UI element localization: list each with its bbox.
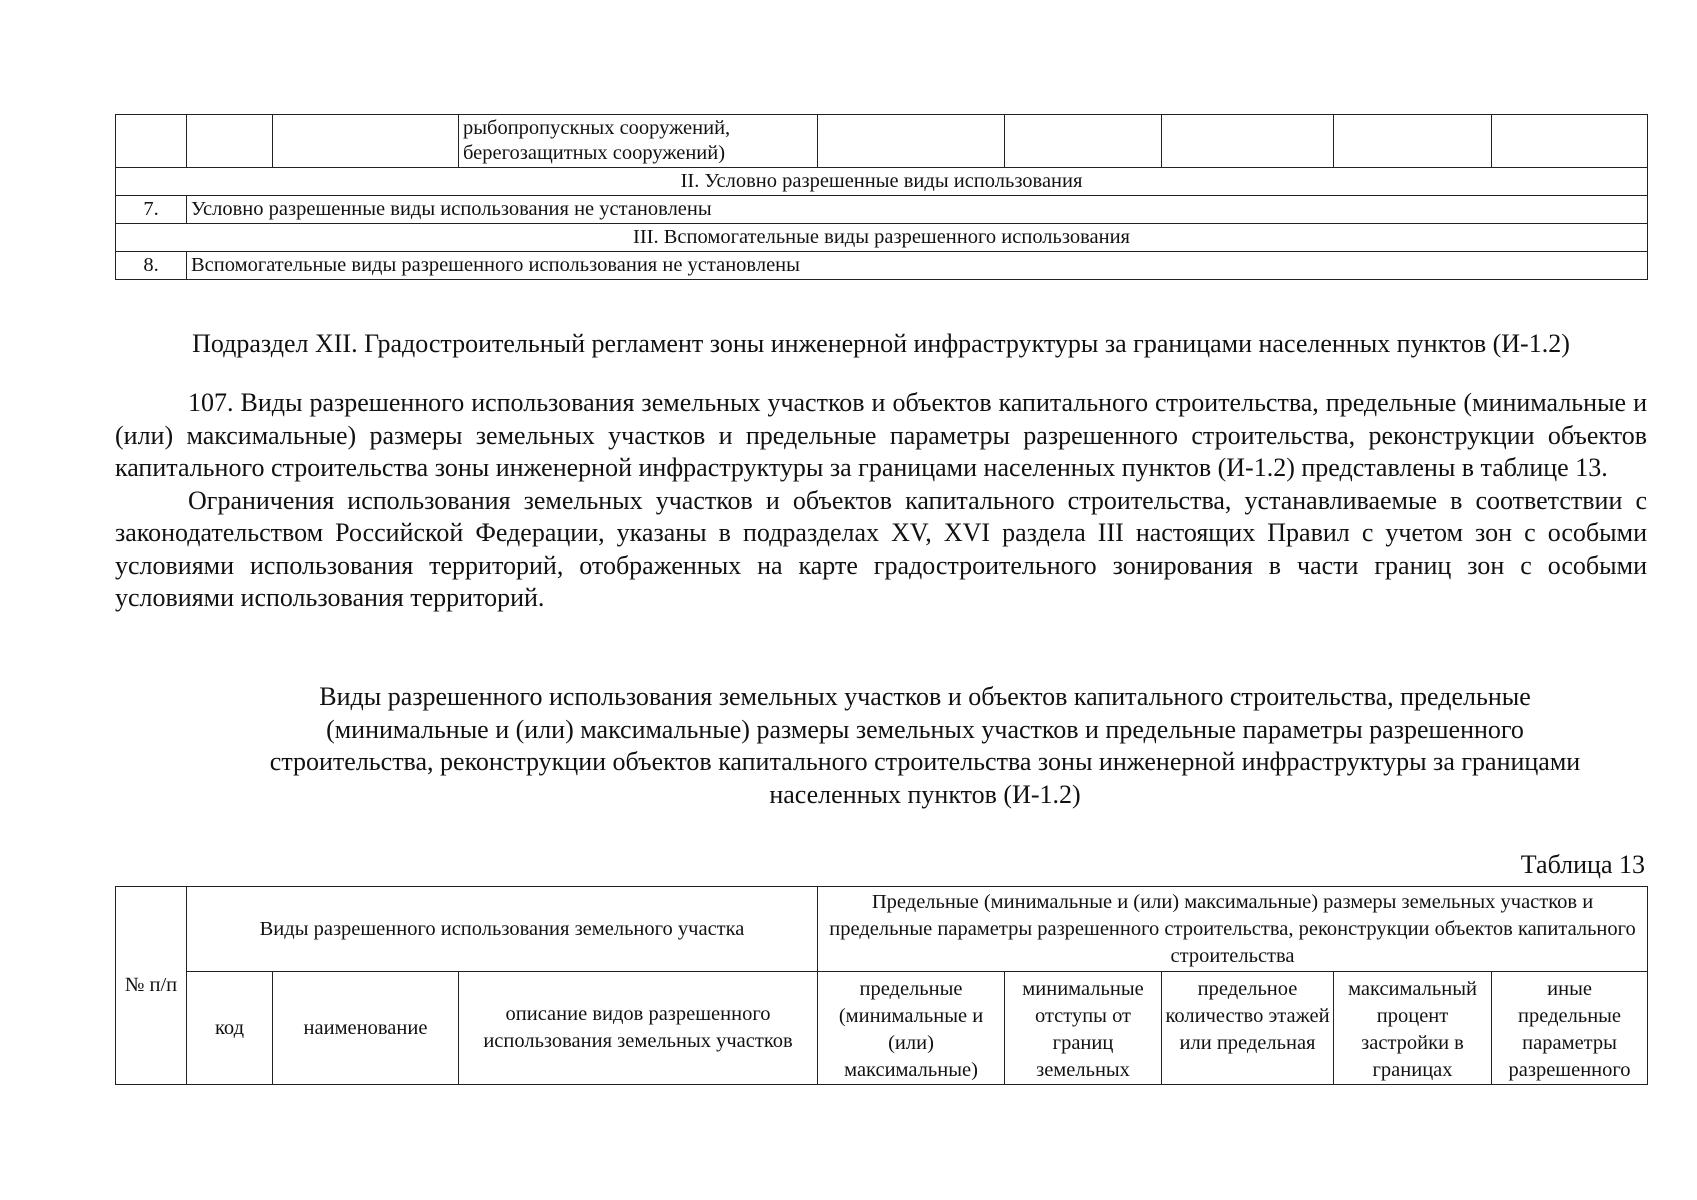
subsection-title: Подраздел XII. Градостроительный регламент зоны инженерной инфраструктуры за границами населенных пунктов (И-1.2) xyxy=(192,329,1570,358)
section-heading-row: III. Вспомогательные виды разрешенного использования xyxy=(116,224,1648,252)
table-cell xyxy=(459,115,818,168)
table-cell xyxy=(818,115,1005,168)
table-cell xyxy=(116,115,187,168)
caption-line: строительства, реконструкции объектов капитального строительства зоны инженерной инфраструктуры за границами xyxy=(269,747,1581,776)
column-header-coverage: максимальный процент застройки в границах xyxy=(1334,972,1492,1085)
table-row xyxy=(116,196,1648,224)
column-header-floors: предельное количество этажей или предельная xyxy=(1162,972,1334,1085)
column-header-sizes: предельные (минимальные и (или) максимальные) xyxy=(818,972,1005,1085)
column-header-num: № п/п xyxy=(116,887,187,1085)
table-row xyxy=(116,252,1648,280)
row-number: 8. xyxy=(116,252,187,280)
paragraph: Ограничения использования земельных участков и объектов капитального строительства, устанавливаемые в соответствии с законодательством Российской Федерации, указаны в подразделах XV, XVI раздела III настоящих Правил с учетом зон с особыми условиями использования территорий, отображенных на карте градостроительного зонирования в части границ зон с особыми условиями использования территорий. xyxy=(115,485,1647,612)
table-row xyxy=(116,115,1648,168)
table-row xyxy=(116,972,1648,1085)
row-text: Вспомогательные виды разрешенного использования не установлены xyxy=(187,252,1648,280)
table-row xyxy=(116,887,1648,972)
column-header-code: код xyxy=(187,972,273,1085)
continued-text-line: берегозащитных сооружений) xyxy=(463,142,726,164)
row-number: 7. xyxy=(116,196,187,224)
column-header-description: описание видов разрешенного использования земельных участков xyxy=(459,972,818,1085)
continued-text-line: рыбопропускных сооружений, xyxy=(463,117,731,139)
column-group-limits: Предельные (минимальные и (или) максимальные) размеры земельных участков и предельные параметры разрешенного строительства, реконструкции объектов капитального строительства xyxy=(818,887,1648,972)
table-row xyxy=(116,168,1648,196)
caption-line: Виды разрешенного использования земельных участков и объектов капитального строительства, предельные xyxy=(319,682,1531,711)
row-text: Условно разрешенные виды использования не установлены xyxy=(187,196,1648,224)
column-header-other: иные предельные параметры разрешенного xyxy=(1492,972,1648,1085)
caption-line: населенных пунктов (И-1.2) xyxy=(769,779,1081,809)
table-caption xyxy=(195,681,1655,811)
caption-line: (минимальные и (или) максимальные) размеры земельных участков и предельные параметры разрешенного xyxy=(326,714,1524,744)
header-table xyxy=(115,886,1648,1085)
table-cell xyxy=(273,115,459,168)
body-text xyxy=(115,387,1647,615)
column-header-name: наименование xyxy=(273,972,459,1085)
continuation-table xyxy=(115,114,1648,280)
table-cell xyxy=(187,115,273,168)
table-cell xyxy=(1162,115,1334,168)
table-cell xyxy=(1005,115,1162,168)
table-cell xyxy=(1334,115,1492,168)
table-row xyxy=(116,224,1648,252)
column-group-types: Виды разрешенного использования земельного участка xyxy=(187,887,818,972)
table-cell xyxy=(1492,115,1648,168)
paragraph: 107. Виды разрешенного использования земельных участков и объектов капитального строительства, предельные (минимальные и (или) максимальные) размеры земельных участков и предельные параметры разрешенного строительства, реконструкции объектов капитального строительства зоны инженерной инфраструктуры за границами населенных пунктов (И-1.2) представлены в таблице 13. xyxy=(115,388,1647,482)
column-header-setbacks: минимальные отступы от границ земельных xyxy=(1005,972,1162,1085)
section-heading-row: II. Условно разрешенные виды использования xyxy=(116,168,1648,196)
table-label: Таблица 13 xyxy=(1520,850,1645,879)
